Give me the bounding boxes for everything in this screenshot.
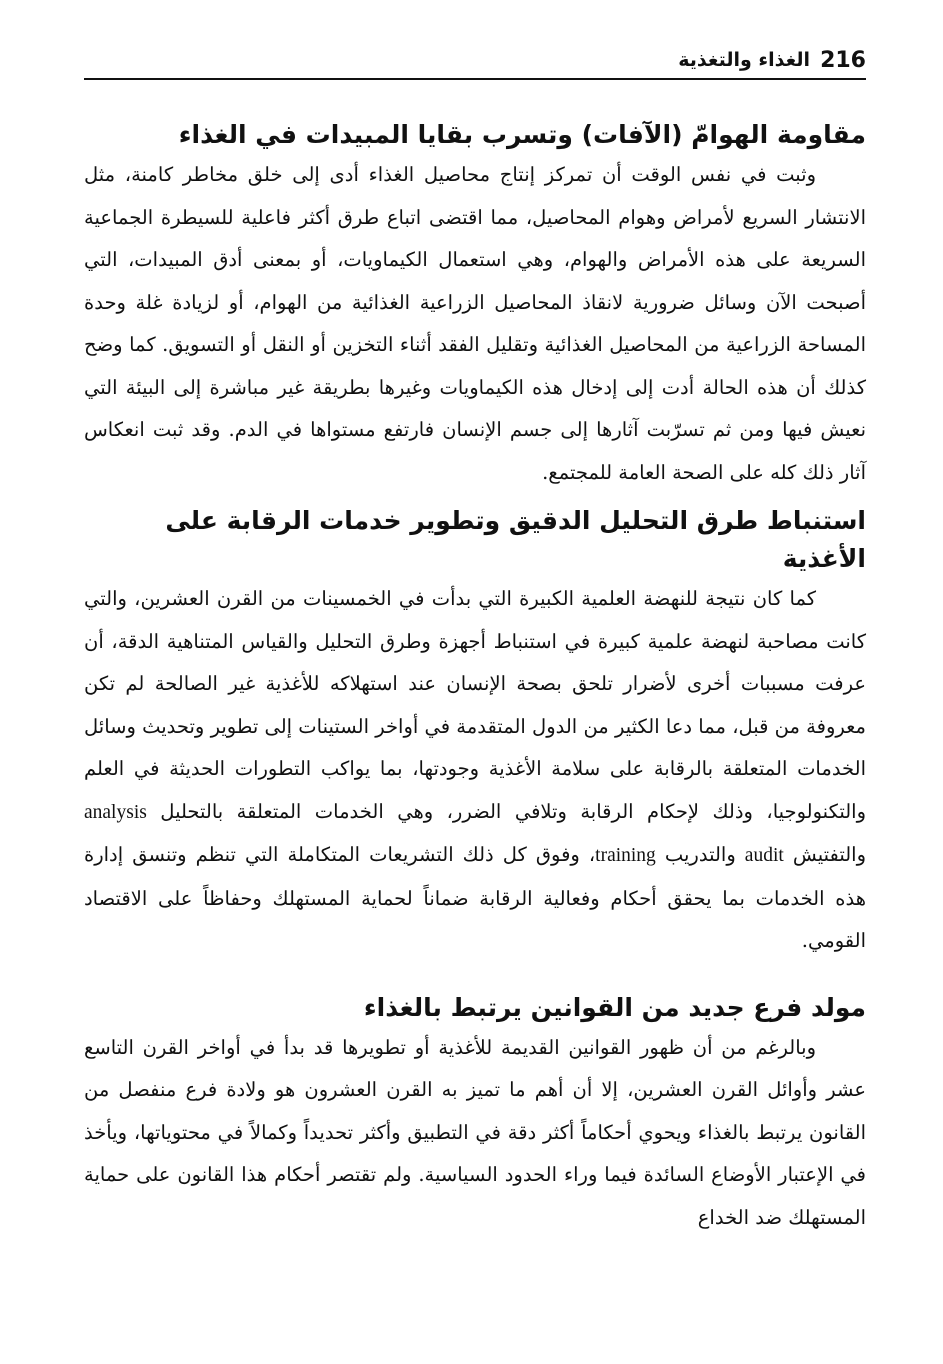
connector-training: والتدريب <box>664 843 736 866</box>
running-header-title: الغذاء والتغذية <box>678 49 810 71</box>
book-page <box>84 46 866 1239</box>
section-heading-food-control: استنباط طرق التحليل الدقيق وتطوير خدمات الرقابة على الأغذية <box>165 506 866 573</box>
page-number: 216 <box>820 48 866 73</box>
section-heading-pest-resistance: مقاومة الهوامّ (الآفات) وتسرب بقايا المبيدات في الغذاء <box>178 120 866 149</box>
paragraph-pesticides: وثبت في نفس الوقت أن تمركز إنتاج محاصيل الغذاء أدى إلى خلق مخاطر كامنة، مثل الانتشار السريع لأمراض وهوام المحاصيل، مما اقتضى اتباع طرق أكثر فاعلية للسيطرة الجماعية السريعة على هذه الأمراض والهوام، وهي استعمال الكيماويات، أو بمعنى أدق المبيدات، التي أصبحت الآن وسائل ضرورية لانقاذ المحاصيل الزراعية الغذائية من الهوام، أو لزيادة غلة وحدة المساحة الزراعية من المحاصيل الغذائية وتقليل الفقد أثناء التخزين أو النقل أو التسويق. كما وضح كذلك أن هذه الحالة أدت إلى إدخال هذه الكيماويات وغيرها بطريقة غير مباشرة إلى البيئة التي نعيش فيها ومن ثم تسرّبت آثارها إلى جسم الإنسان فارتفع مستواها في الدم. وقد ثبت انعكاس آثار ذلك كله على الصحة العامة للمجتمع. <box>84 163 866 484</box>
term-audit: audit <box>744 845 784 866</box>
paragraph-text-part: ، وفوق كل ذلك التشريعات المتكاملة التي تنظم وتنسق إدارة هذه الخدمات بما يحقق أحكام وفعالية الرقابة ضماناً لحماية المستهلك وحفاظاً على الاقتصاد القومي. <box>84 843 866 952</box>
section-heading-food-law: مولد فرع جديد من القوانين يرتبط بالغذاء <box>363 992 866 1022</box>
term-analysis: analysis <box>84 801 147 823</box>
running-header <box>84 46 866 80</box>
paragraph-food-control <box>84 578 866 963</box>
paragraph-food-law: وبالرغم من أن ظهور القوانين القديمة للأغذية أو تطويرها قد بدأ في أواخر القرن التاسع عشر وأوائل القرن العشرين، إلا أن أهم ما تميز به القرن العشرون هو ولادة فرع منفصل من القانون يرتبط بالغذاء ويحوي أحكاماً أكثر دقة في التطبيق وأكثر تحديداً وكمالاً في محتوياتها، ويأخذ في الإعتبار الأوضاع السائدة فيما وراء الحدود السياسية. ولم تقتصر أحكام هذا القانون على حماية المستهلك ضد الخداع <box>84 1035 866 1229</box>
paragraph-text-part: كما كان نتيجة للنهضة العلمية الكبيرة التي بدأت في الخمسينات من القرن العشرين، والتي كانت مصاحبة لنهضة علمية كبيرة في استنباط أجهزة وطرق التحليل والقياس المتناهية الدقة، أن عرفت مسببات أخرى لأضرار تلحق بصحة الإنسان عند استهلاكه للأغذية غير الصالحة لم تكن معروفة من قبل، مما دعا الكثير من الدول المتقدمة في أواخر الستينات إلى تطوير وتحديث وسائل الخدمات المتعلقة بالرقابة على سلامة الأغذية وجودتها، بما يواكب التطورات الحديثة في العلم والتكنولوجيا، وذلك لإحكام الرقابة وتلافي الضرر، وهي الخدمات المتعلقة بالتحليل <box>84 587 866 823</box>
term-training: training <box>595 845 656 866</box>
connector-inspection: والتفتيش <box>792 843 866 866</box>
